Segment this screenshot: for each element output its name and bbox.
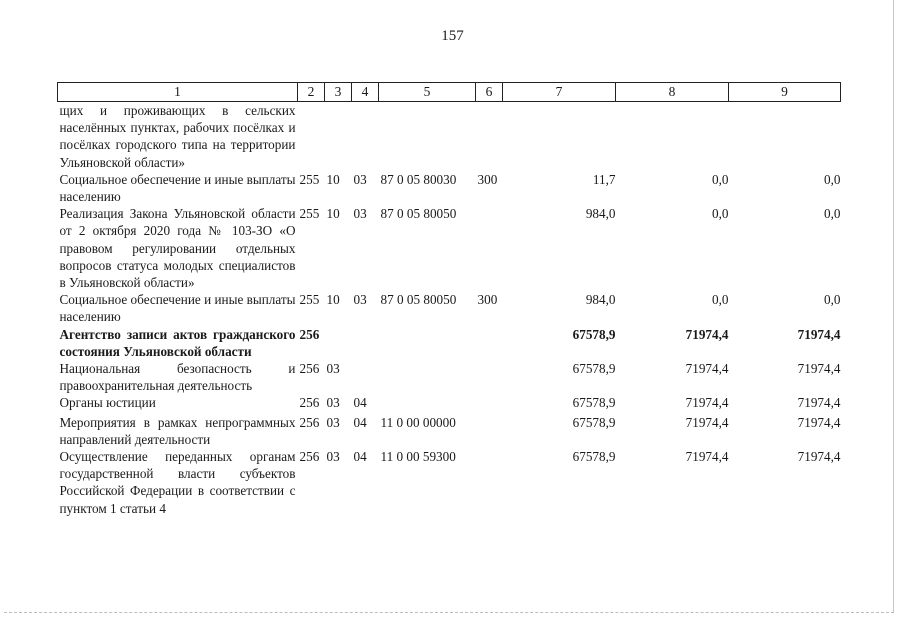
row-amount-col8: 71974,4: [685, 449, 729, 465]
table-row: [58, 448, 841, 517]
row-amount-col9: 0,0: [824, 206, 841, 222]
row-name: Реализация Закона Ульяновской области от 2 октября 2020 года № 103-ЗО «О правовом регулировании отдельных вопросов статуса молодых специалистов в Ульяновской области»: [59, 206, 296, 291]
header-col-3: 3: [325, 83, 352, 102]
table-row: [58, 205, 841, 291]
row-target-article: 87 0 05 80050: [380, 206, 457, 222]
row-subsection: 04: [353, 414, 367, 430]
row-target-article: [379, 394, 476, 413]
row-admin-code: 256: [299, 449, 320, 465]
row-expense-type: [476, 394, 503, 413]
row-section: 03: [326, 449, 340, 465]
row-amount-col8: 71974,4: [685, 414, 729, 430]
table-row: [58, 394, 841, 413]
header-col-4: 4: [352, 83, 379, 102]
row-expense-type: [476, 414, 503, 448]
header-col-7: 7: [503, 83, 616, 102]
row-amount-col7: 984,0: [585, 292, 616, 308]
row-amount-col8: 71974,4: [685, 326, 729, 342]
row-admin-code: 255: [299, 171, 320, 187]
row-amount-col7: 67578,9: [572, 395, 616, 411]
row-amount-col8: 0,0: [712, 292, 729, 308]
row-expense-type: [476, 326, 503, 360]
row-target-article: 87 0 05 80050: [380, 292, 457, 308]
row-target-article: [379, 326, 476, 360]
row-section: 03: [326, 414, 340, 430]
row-admin-code: 256: [299, 395, 320, 411]
row-amount-col8: 0,0: [712, 171, 729, 187]
row-admin-code: 255: [299, 206, 320, 222]
row-section: [325, 326, 352, 360]
row-name: щих и проживающих в сельских населённых пунктах, рабочих посёлках и посёлках городского типа на территории Ульяновской области»: [59, 103, 296, 170]
row-expense-type: 300: [477, 171, 498, 187]
page-edge-bottom: [4, 612, 894, 613]
page-edge-right: [893, 0, 894, 612]
row-expense-type: [476, 102, 503, 171]
row-amount-col8: [616, 102, 729, 171]
row-section: 10: [326, 292, 340, 308]
row-amount-col7: 984,0: [585, 206, 616, 222]
row-subsection: [352, 360, 379, 394]
row-name: Осуществление переданных органам государственной власти субъектов Российской Федерации в соответствии с пунктом 1 статьи 4: [59, 449, 296, 516]
row-amount-col9: 0,0: [824, 171, 841, 187]
header-col-9: 9: [729, 83, 841, 102]
row-expense-type: 300: [477, 292, 498, 308]
table-row: [58, 326, 841, 360]
table-row: [58, 102, 841, 171]
row-expense-type: [476, 360, 503, 394]
row-amount-col9: 0,0: [824, 292, 841, 308]
row-subsection: 03: [353, 206, 367, 222]
row-section: 03: [326, 361, 340, 377]
row-amount-col7: 67578,9: [572, 414, 616, 430]
row-amount-col9: 71974,4: [797, 395, 841, 411]
header-col-5: 5: [379, 83, 476, 102]
row-expense-type: [476, 448, 503, 517]
table-header: [58, 83, 841, 102]
row-target-article: 11 0 00 59300: [380, 449, 456, 465]
header-row: [58, 83, 841, 102]
page-number: 157: [441, 28, 464, 44]
row-subsection: [352, 326, 379, 360]
header-col-2: 2: [298, 83, 325, 102]
row-admin-code: [298, 102, 325, 171]
row-subsection: 03: [353, 292, 367, 308]
row-expense-type: [476, 205, 503, 291]
row-section: 10: [326, 171, 340, 187]
row-subsection: 04: [353, 395, 367, 411]
row-admin-code: 256: [299, 361, 320, 377]
row-amount-col7: 67578,9: [572, 326, 616, 342]
row-subsection: [352, 102, 379, 171]
row-target-article: [379, 360, 476, 394]
row-amount-col7: 11,7: [592, 171, 616, 187]
row-target-article: 87 0 05 80030: [380, 171, 457, 187]
row-admin-code: 255: [299, 292, 320, 308]
row-amount-col7: [503, 102, 616, 171]
row-subsection: 04: [353, 449, 367, 465]
row-name: Социальное обеспечение и иные выплаты населению: [59, 171, 296, 205]
table-body: [58, 102, 841, 517]
row-section: [325, 102, 352, 171]
row-amount-col9: 71974,4: [797, 449, 841, 465]
row-section: 03: [326, 395, 340, 411]
row-name: Агентство записи актов гражданского состояния Ульяновской области: [59, 326, 296, 359]
row-amount-col9: 71974,4: [797, 326, 841, 342]
row-section: 10: [326, 206, 340, 222]
row-amount-col8: 71974,4: [685, 361, 729, 377]
row-target-article: 11 0 00 00000: [380, 414, 456, 430]
row-subsection: 03: [353, 171, 367, 187]
row-name: Национальная безопасность и правоохранительная деятельность: [59, 361, 296, 394]
table-row: [58, 360, 841, 394]
table-row: [58, 291, 841, 325]
row-amount-col7: 67578,9: [572, 449, 616, 465]
row-amount-col9: [729, 102, 841, 171]
row-name: Социальное обеспечение и иные выплаты населению: [59, 292, 296, 325]
header-col-6: 6: [476, 83, 503, 102]
row-amount-col8: 0,0: [712, 206, 729, 222]
table-row: [58, 414, 841, 448]
budget-table: [57, 82, 841, 517]
row-admin-code: 256: [299, 326, 320, 342]
header-col-8: 8: [616, 83, 729, 102]
row-name: Органы юстиции: [59, 395, 156, 411]
row-amount-col9: 71974,4: [797, 361, 841, 377]
header-col-1: 1: [58, 83, 298, 102]
row-amount-col7: 67578,9: [572, 361, 616, 377]
row-amount-col8: 71974,4: [685, 395, 729, 411]
row-target-article: [379, 102, 476, 171]
row-admin-code: 256: [299, 414, 320, 430]
row-name: Мероприятия в рамках непрограммных направлений деятельности: [59, 414, 296, 447]
row-amount-col9: 71974,4: [797, 414, 841, 430]
table-row: [58, 171, 841, 205]
